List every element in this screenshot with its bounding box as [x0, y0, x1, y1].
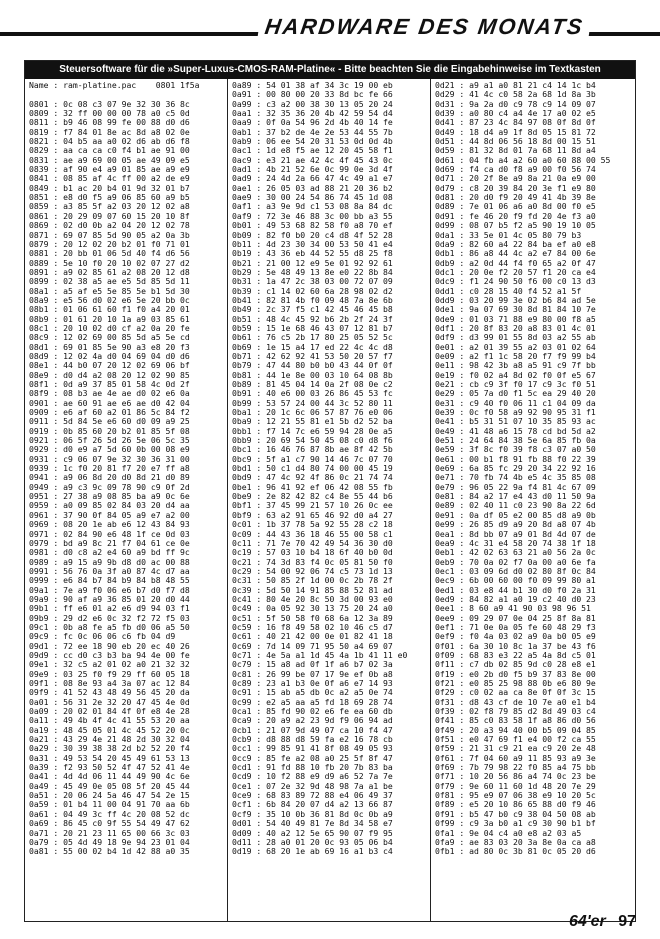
hex-dump-column-3: 0d21 : a9 a1 a0 81 21 c4 14 1c b4 0d29 : 41 4c c0 58 2a 68 1d 8a 3b 0d31 : 9a 2a d0 c9 78 c9 14 09 07 0d39 : a0 80 c4 a4 4e 17 a0 02 e5 0d41 : 87 23 4c 84 97 08 0f 8d 0f 0d49 : 18 d4 a9 1f 8d 05 15 81 72 0d51 : 44 8d 06 56 18 8d 00 15 51 0d59 : 81 32 8d 01 7a 68 11 8d a4 0d61 : 04 fb a4 a2 60 a0 60 88 00 55 0d69 : f4 ca d0 f8 a9 00 f0 56 74 0d71 : 20 2f 8e a9 8a 21 0a e9 00 0d79 : c8 20 39 84 20 3e f1 e9 80 0d81 : 20 d0 f9 20 49 41 4b 39 8e 0d89 : 7e 01 06 a6 a0 8d 00 f0 e5 0d91 : fe 46 20 f9 fd 20 4e f3 a0 0d99 : 08 07 b5 f2 a5 90 19 10 05 0da1 : 33 5e 01 4c 05 80 79 b3 0da9 : 82 60 a4 22 84 ba ef a0 e8 0db1 : 86 a8 44 4c a2 e7 84 00 6e 0db9 : a2 0d 44 f4 f0 65 a2 0f 47 0dc1 : 20 0e f2 20 57 f1 20 ca e4 0dc9 : f1 24 90 50 f6 00 c0 13 d3 0dd1 : c0 28 15 40 f4 52 a1 5f 0dd9 : 03 20 99 3e 02 b6 84 ad 5e 0de1 : 9a 07 69 30 8d 81 84 10 7e 0de9 : 01 03 71 88 e9 80 00 f8 a5 0df1 : 20 8f 83 20 a8 83 01 4c 01 0df9 : d3 99 01 55 8d 03 a2 55 ab 0e01 : a2 01 39 55 a2 03 01 02 64 0e09 : a2 f1 1c 58 20 f7 f9 99 b4 0e11 : 98 42 3b a8 a5 91 c9 7f bb 0e19 : f0 02 a4 8d 02 f0 0f e5 67 0e21 : cb c9 3f f0 17 c9 3c f0 51 0e29 : 05 7a d0 f1 5c ea 29 40 20 0e31 : c9 40 f0 06 11 c1 04 09 da 0e39 : 0c f0 58 a9 92 90 95 31 f1 0e41 : b5 31 51 07 10 35 85 93 ac 0e49 : 41 48 a6 15 78 cd bd 5d a2 0e51 : 24 64 84 38 5e 6a 85 fb 0a 0e59 : 3f 8c f0 39 f8 c3 07 a0 50 0e61 : 00 b1 f8 91 fb 88 f0 22 39 0e69 : 6a 85 fc 29 20 34 22 92 16 0e71 : 70 fb 74 4b e5 4c 35 85 08 0e79 : 96 05 22 9a f4 81 4c 67 09 0e81 : 84 a2 17 e4 43 d0 11 50 9a 0e89 : 02 40 11 c0 23 90 8a 22 6d 0e91 : 0a df 05 e2 00 85 d8 a9 0b 0e99 : 26 85 d9 a9 20 8d a8 07 4b 0ea1 : 8d bb 07 a9 01 8d 4d 07 de 0ea9 : 4c 31 e4 58 20 74 38 1f 18 0eb1 : 42 02 63 63 21 a0 56 2a 0c 0eb9 : 70 0a 02 f7 0a 00 a0 6e fa 0ec1 : 03 09 6d d0 02 80 8f 0c 84 0ec9 : 6b 00 60 00 f0 09 99 80 a1 0ed1 : 03 e8 44 b1 30 d0 f0 2a 31 0ed9 : 84 82 a1 a0 19 c2 40 d0 23 0ee1 : 8 60 a9 41 90 03 98 96 51 0ee9 : 09 29 07 0e 04 25 8f 8a 81 0ef1 : 71 0e 0a 05 fe 60 48 29 f3 0ef9 : f0 4a 03 02 a9 0a b0 05 e9 0f01 : 6a 30 10 8c 1a 37 be 43 f6 0f09 : 68 83 e3 22 a5 4a 8d c5 01 0f11 : c7 db 02 85 9d c0 28 e8 e1 0f19 : e0 2b d0 f5 b9 37 83 8e 00 0f21 : e0 85 25 98 88 0b e6 80 9e 0f29 : c0 02 aa ca 8e 0f 0f 3c 15 0f31 : d8 43 cf de 10 7e a0 e1 b4 0f39 : 02 f8 79 85 d2 8d 49 03 c4 0f41 : 85 c0 83 58 1f a8 86 d0 56 0f49 : 20 a3 94 40 00 b5 09 04 85 0f51 : e0 47 69 f1 e4 00 f2 ca 55 0f59 : 21 31 c9 21 ea c9 20 2e 48 0f61 : 7f 04 60 a9 11 85 93 a9 3e 0f69 : 7b 79 98 22 f0 85 a4 75 bb 0f71 : 10 20 56 86 a4 74 0c 23 be 0f79 : 9e 60 11 60 1d 48 20 7e 29 0f81 : 95 e9 07 06 38 e9 10 20 5c 0f89 : e5 20 10 86 65 88 d0 f9 46 0f91 : b5 47 b0 c9 38 04 50 08 ab 0f99 : c9 3a b0 a1 c9 30 90 b1 bf 0fa1 : 9e 04 c4 a0 e8 a2 03 a5 0fa9 : ae 83 03 20 3a 8e 0a ca a8 0fb1 : ad 80 0c 3b 81 0c 05 20 d6	[435, 80, 611, 857]
hex-dump-column-2: 0a89 : 54 01 38 af 34 3c 19 00 eb 0a91 : 00 80 00 20 33 8d bc fe 66 0a99 : c3 a2 00 38 30 13 05 20 24 0aa1 : 32 35 36 20 4b 42 59 54 d4 0aa9 : 0f 0a 54 96 2d 4b 40 14 fe 0ab1 : 37 b2 de 4e 2e 53 44 55 7b 0ab9 : 06 ee 54 20 31 53 0d 0d 4b 0ac1 : 1d e8 f5 ae 12 20 45 58 f1 0ac9 : e3 21 ae 42 4c 4f 45 43 0c 0ad1 : 4b 21 52 6e 0c 99 0e 3d 4f 0ad9 : 24 4d 2a 66 47 4c 49 a1 e7 0ae1 : 26 05 03 ad 88 21 20 36 b2 0ae9 : 30 00 24 54 86 74 45 1d 08 0af1 : a3 9e 9d c1 53 08 8a 84 dc 0af9 : 72 3e 46 88 3c 00 bb a3 55 0b01 : 49 53 68 82 58 f0 a8 70 ef 0b09 : 82 f0 b0 20 c4 d8 4f 52 28 0b11 : 4d 23 30 34 00 53 50 41 e4 0b19 : 43 36 eb 44 52 55 d8 25 f8 0b21 : 21 00 12 e9 5e 01 92 92 61 0b29 : 5e 48 49 13 8e e0 22 8b 84 0b31 : 1a 47 2c 38 03 00 72 07 09 0b39 : c1 14 02 60 6a 28 98 02 d2 0b41 : 82 81 4b f0 09 48 7a 8e 6b 0b49 : 2c 37 f5 c1 42 45 46 45 b8 0b51 : 48 4c 45 92 b6 2b 2f 24 3f 0b59 : 15 1e 68 46 43 07 12 81 b7 0b61 : 76 c5 2b 17 80 25 05 52 5c 0b69 : 1e 15 a4 17 ed 22 4c 4c d8 0b71 : 42 62 92 41 53 50 20 57 f7 0b79 : 47 44 80 b0 b0 43 44 0f 0f 0b81 : 44 1e 8e 00 03 10 64 08 8b 0b89 : 81 45 04 14 0a 2f 08 0e c2 0b91 : 40 e6 00 03 26 86 45 53 fc 0b99 : 53 57 24 00 44 3c 52 80 11 0ba1 : 20 1c 6c 06 57 87 76 e0 06 0ba9 : 12 21 55 81 e1 5b d2 52 ba 0bb1 : f7 14 7c e6 59 94 28 0e a5 0bb9 : 20 69 54 50 45 08 c0 d8 f6 0bc1 : 16 46 76 87 8b ae 8f 42 5b 0bc9 : 5f a1 c7 90 14 46 7c 07 70 0bd1 : 50 c1 d4 80 74 00 00 45 19 0bd9 : 47 4c 92 4f 86 0c 21 74 74 0be1 : 96 41 92 ef 06 42 08 55 fb 0be9 : 2e 82 42 82 c4 8e 55 44 b6 0bf1 : 37 45 99 21 57 10 26 0c ee 0bf9 : 63 a2 91 65 46 92 d0 a4 27 0c01 : 1b 37 78 5a 92 55 28 c2 18 0c09 : 44 43 36 18 46 55 00 58 c1 0c11 : 71 7e 70 42 49 54 36 30 d0 0c19 : 57 03 10 b4 18 6f 40 b0 0d 0c21 : 74 3d 83 f4 0c 05 81 50 f0 0c29 : 54 00 92 06 74 c5 73 1d 13 0c31 : 50 85 2f 1d 00 0c 2b 78 2f 0c39 : 5d 50 14 91 85 88 52 81 ad 0c41 : 80 4e 20 8c 50 3d 00 93 e0 0c49 : 0a 05 92 30 13 75 20 24 a0 0c51 : 5f 50 58 f0 68 6a 12 3a 89 0c59 : 16 f8 49 58 02 10 46 c5 d7 0c61 : 40 21 42 00 0e 01 82 41 18 0c69 : 7d 14 09 71 95 50 a4 69 07 0c71 : 4e 5a a1 1d 45 4a 1b 41 11 e0 0c79 : 15 a8 ad 0f 1f a6 b7 02 3a 0c81 : 26 99 be 07 17 9e ef 0b a8 0c89 : 23 a1 b3 0e 0f a6 e7 14 93 0c91 : 15 ab a5 db 0c a2 a5 0e 74 0c99 : e2 a5 aa a5 fd 18 69 28 74 0ca1 : 85 fd 90 02 e6 fe ea 60 db 0ca9 : 20 a9 a2 23 9d f9 06 94 ad 0cb1 : 21 07 9d 49 07 ca 10 f4 47 0cb9 : d8 88 d8 59 fa e2 16 78 cb 0cc1 : 99 85 91 41 8f 08 49 05 93 0cc9 : 85 fe a2 08 a0 25 5f 8f 47 0cd1 : 91 fd 88 10 fb 20 7b 83 ba 0cd9 : 10 f2 88 e9 d9 a6 52 7a 7e 0ce1 : 07 2e 32 9d 48 98 7a a1 be 0ce9 : 68 83 89 72 88 e4 06 49 37 0cf1 : 6b 84 20 07 d4 a2 13 66 87 0cf9 : 35 10 0b 36 81 8d 0c 0b a9 0d01 : 54 40 49 81 7e 8d 34 58 e7 0d09 : 40 a2 12 5e 65 90 07 f9 95 0d11 : 28 a0 01 20 0c 93 05 06 b4 0d19 : 68 20 1e ab 69 16 a1 b3 c4	[232, 80, 408, 857]
hex-dump-column-1: Name : ram-platine.pac 0801 1f5a 0801 : 0c 08 c3 07 9e 32 30 36 8c 0809 : 32 ff 00 00 00 78 a0 c5 0d 0811 : b9 46 08 99 fe 00 88 d0 d6 0819 : f7 84 01 8e ac 8d a8 02 0e 0821 : 04 b5 aa a0 02 d6 ab d6 f8 0829 : aa ca ca c0 f4 b1 ae 91 00 0831 : ae a9 69 00 05 ae 49 09 e5 0839 : af 90 e4 a9 01 85 ae a9 e9 0841 : 08 85 af 4c ff 00 a2 de e9 0849 : b1 ac 20 b4 01 9d 32 01 b7 0851 : e8 d0 f5 a9 06 85 60 a9 b5 0859 : a3 85 5f a2 03 20 12 02 a8 0861 : 20 29 09 07 60 15 20 10 8f 0869 : 02 d0 0b a2 04 20 12 02 78 0871 : 69 07 85 5d 90 05 a2 0a 3b 0879 : 20 12 02 20 b2 01 f0 71 01 0881 : 20 bb 01 06 5d 40 f4 d6 56 0889 : 5e 10 f0 20 10 02 07 27 d2 0891 : a9 02 85 61 a2 08 20 12 d8 0899 : 02 38 a5 ae e5 5d 85 5d 11 08a1 : a5 af e5 5e 85 5e b1 5d 30 08a9 : e5 56 d0 02 e6 5e 20 bb 0c 08b1 : 01 06 61 60 f1 f0 a4 20 01 08b9 : 01 61 20 10 1a a9 03 85 61 08c1 : 20 10 02 d0 cf a2 0a 20 fe 08c9 : 12 02 69 00 85 5d a5 5e cd 08d1 : 69 01 85 5e 90 a3 e8 20 f3 08d9 : 12 02 4a d0 04 69 04 d0 d6 08e1 : 44 b0 07 20 12 02 69 06 bf 08e9 : d0 d4 a2 08 20 12 02 90 85 08f1 : 0d a9 37 85 01 58 4c 0d 2f 08f9 : 08 b3 ae 4e ae d0 02 e6 0a 0901 : ae 60 91 ae e6 ae d0 42 04 0909 : e6 af 60 a2 01 86 5c 84 f2 0911 : 5d 84 5e e6 60 d0 09 a9 25 0919 : 0b 85 60 20 b2 01 85 5f 08 0921 : 06 5f 26 5d 26 5e 06 5c 35 0929 : d0 e9 a7 5d 60 0b 00 08 e9 0931 : c9 06 07 9e 32 30 36 31 00 0939 : 1c f0 20 81 f7 20 e7 ff a8 0941 : a9 06 8d 20 d0 8d 21 d0 89 0949 : a9 c3 9c 09 78 90 c9 0f 2d 0951 : 27 38 a9 08 85 ba a9 0c 6e 0959 : a0 09 85 02 84 03 20 d4 aa 0961 : 37 90 0f 84 05 a9 e7 a2 00 0969 : 08 20 1e ab e6 12 43 84 93 0971 : 02 84 90 e6 48 1f ce 0d 03 0979 : bd a9 8c 21 f7 04 61 ce 0e 0981 : d0 c8 a2 e4 60 a9 bd ff 9c 0989 : a9 15 a9 9b d8 d0 ac 00 88 0991 : 56 76 0a 3f a0 87 4c d7 aa 0999 : e6 84 b7 84 b9 84 b8 48 55 09a1 : 7e a9 f0 06 e6 b7 d0 f7 d8 09a9 : 90 af a9 36 85 01 20 d0 44 09b1 : ff e6 01 a2 e6 d9 94 03 f1 09b9 : 29 d2 e6 0c 32 f2 72 f5 03 09c1 : 0b a8 fe a5 fb d0 06 a5 50 09c9 : fc 0c 06 06 c6 fb 04 d9 09d1 : 72 ee 18 90 eb 20 ec 40 26 09d9 : cc d0 c3 b3 ba 94 4e 00 fe 09e1 : 32 c5 a2 01 02 a0 21 32 32 09e9 : 03 25 f0 f9 29 ff 60 05 18 09f1 : 08 8e 93 a4 3a 07 ac 12 84 09f9 : 41 52 43 48 49 56 45 20 da 0a01 : 56 31 2e 32 20 47 45 4e 0d 0a09 : 20 02 01 84 4f 0f e8 4e 28 0a11 : 49 4b 4f 4c 41 55 53 20 aa 0a19 : 48 45 05 01 4c 45 52 20 0c 0a21 : 43 29 4e 21 48 2d 30 32 04 0a29 : 30 39 38 38 2d b2 52 20 f4 0a31 : 49 53 54 20 45 49 61 53 13 0a39 : f2 93 50 52 4f 47 52 41 4e 0a41 : 4d 4d 06 11 44 49 90 4c 6e 0a49 : 45 49 0e 05 08 5f 20 45 44 0a51 : 20 06 24 5a 46 47 54 2e 15 0a59 : 01 b4 11 00 04 91 70 aa 6b 0a61 : 04 49 3c ff 4c 20 08 52 dc 0a69 : 86 45 c0 9f 55 54 49 47 62 0a71 : 20 21 23 11 65 00 66 3c 03 0a79 : 05 4d 49 18 9e 94 23 01 04 0a81 : 55 00 02 b4 1d 42 88 a0 35	[29, 80, 200, 857]
page-number: 97	[618, 913, 636, 930]
listing-columns	[25, 79, 635, 921]
listing-header: Steuersoftware für die »Super-Luxus-CMOS-RAM-Platine« - Bitte beachten Sie die Eingabehinweise im Textkasten	[25, 61, 635, 79]
listing-frame	[24, 60, 636, 922]
banner-title: HARDWARE DES MONATS	[257, 14, 591, 40]
banner	[0, 6, 660, 46]
magazine-logo: 64'er	[569, 913, 606, 930]
listing-column-3	[431, 79, 635, 921]
listing-column-2	[228, 79, 431, 921]
listing-column-1	[25, 79, 228, 921]
page-footer	[569, 913, 636, 931]
